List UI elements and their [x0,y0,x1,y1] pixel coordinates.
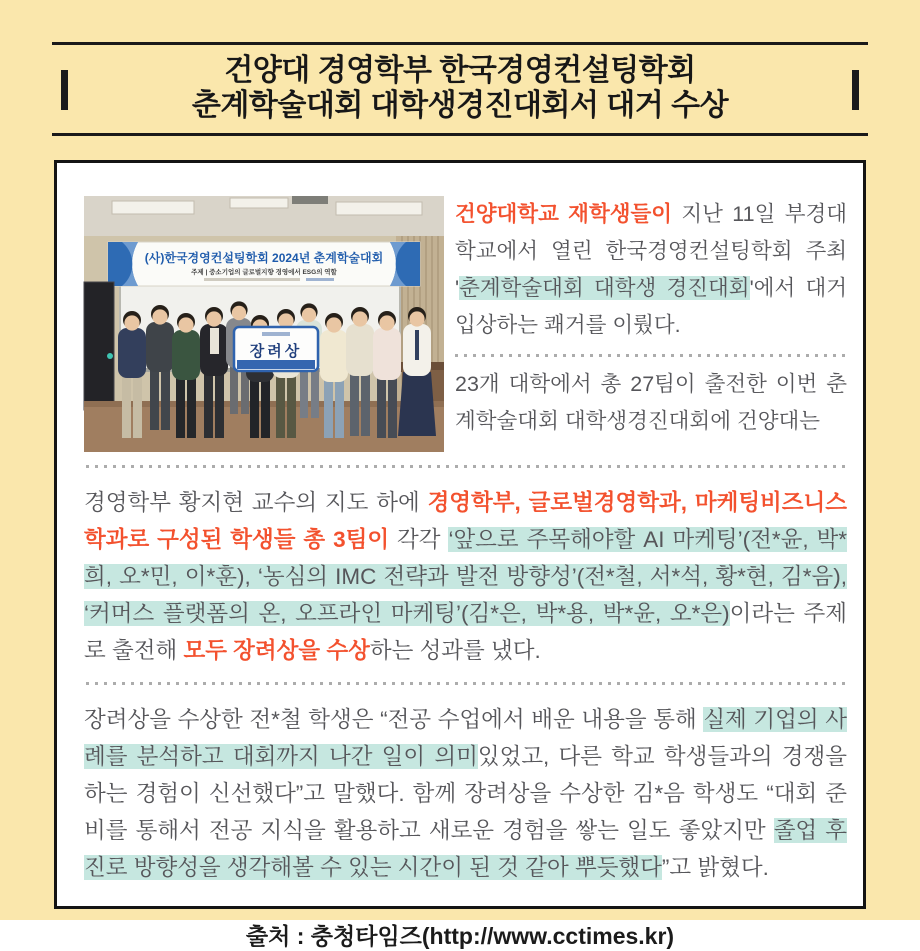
right-tick-decoration [852,70,859,110]
page-title-line1: 건양대 경영학부 한국경영컨설팅학회 [224,54,696,87]
award-sign-logo [262,332,290,336]
text-segment-mint: 춘계학술대회 대학생 경진대회 [459,276,750,300]
text-segment-normal: 장려상을 수상한 전*철 학생은 “전공 수업에서 배운 내용을 통해 [84,707,704,732]
quotes-paragraph [84,701,847,886]
dotted-divider [86,465,845,468]
dotted-divider [455,354,847,357]
ceiling-light [230,198,288,208]
tv-screen [84,282,114,410]
left-tick-decoration [61,70,68,110]
header [52,42,868,136]
text-segment-red: 경영학부, 글로벌경영학과, 마케팅비즈니스학과로 구성된 학생들 총 3팀이 [84,490,847,552]
page-title-line2: 춘계학술대회 대학생경진대회서 대거 수상 [191,89,729,122]
event-photo [84,196,444,452]
award-sign-text: 장려상 [249,343,303,360]
award-sign [234,327,318,371]
text-segment-mint: ‘앞으로 주목해야할 AI 마케팅’(전*윤, 박*희, 오*민, 이*훈), ‘농심의 IMC 전략과 발전 방향성’(전*철, 서*석, 황*현, 김*음), ‘커머스 플랫폼의 온, 오프라인 마케팅’(김*은, 박*용, 박*윤, 오*은) [84,527,848,626]
ceiling-light [112,201,194,214]
text-segment-mint: 실제 기업의 사례를 분석하고 대회까지 나간 일이 의미 [84,707,847,769]
ceiling-vent [292,196,328,204]
text-segment-normal: ”고 밝혔다. [661,855,769,880]
text-segment-red: 모두 장려상을 수상 [183,638,370,663]
article-card [54,160,866,909]
banner-title-text: (사)한국경영컨설팅학회 2024년 춘계학술대회 [144,251,384,265]
text-segment-normal: '에서 대거 입상하는 쾌거를 이뤘다. [455,276,847,337]
event-photo-illustration [84,196,444,452]
text-segment-normal: 하는 성과를 냈다. [369,638,541,663]
banner-subtitle-text: 주제 | 중소기업의 글로벌지향 경영에서 ESG의 역할 [191,269,337,276]
text-segment-normal: 경영학부 황지현 교수의 지도 하에 [84,490,428,515]
text-segment-mint: 졸업 후 진로 방향성을 생각해볼 수 있는 시간이 된 것 같아 뿌듯했다 [84,818,848,880]
text-segment-normal: 있었고, 다른 학교 학생들과의 경쟁을 하는 경험이 신선했다”고 말했다. 함께 장려상을 수상한 김*음 학생도 “대회 준비를 통해서 전공 지식을 활용하고 새로운 경험을 쌓는 일도 좋았지만 [84,744,847,843]
top-section [84,196,847,452]
intro-column [455,196,847,452]
page-title [52,53,868,123]
event-banner [108,242,420,286]
text-segment-normal: 이라는 주제로 출전해 [84,601,847,663]
banner-fineprint [204,278,300,281]
dotted-divider [86,682,845,685]
footer [0,918,920,951]
ceiling-light [336,202,422,215]
award-sign-band [237,360,315,369]
body-paragraph [84,484,847,669]
text-segment-normal: 지난 11일 부경대학교에서 열린 한국경영컨설팅학회 주최 ' [455,202,848,300]
source-credit: 출처 : 충청타임즈(http://www.cctimes.kr) [245,923,675,949]
text-segment-normal: 각각 [389,527,449,552]
intro-second-paragraph: 23개 대학에서 총 27팀이 출전한 이번 춘계학술대회 대학생경진대회에 건양대는 [455,372,847,433]
intro-paragraph [455,196,847,344]
banner-fineprint [306,278,334,281]
text-segment-red: 건양대학교 재학생들이 [455,202,673,226]
